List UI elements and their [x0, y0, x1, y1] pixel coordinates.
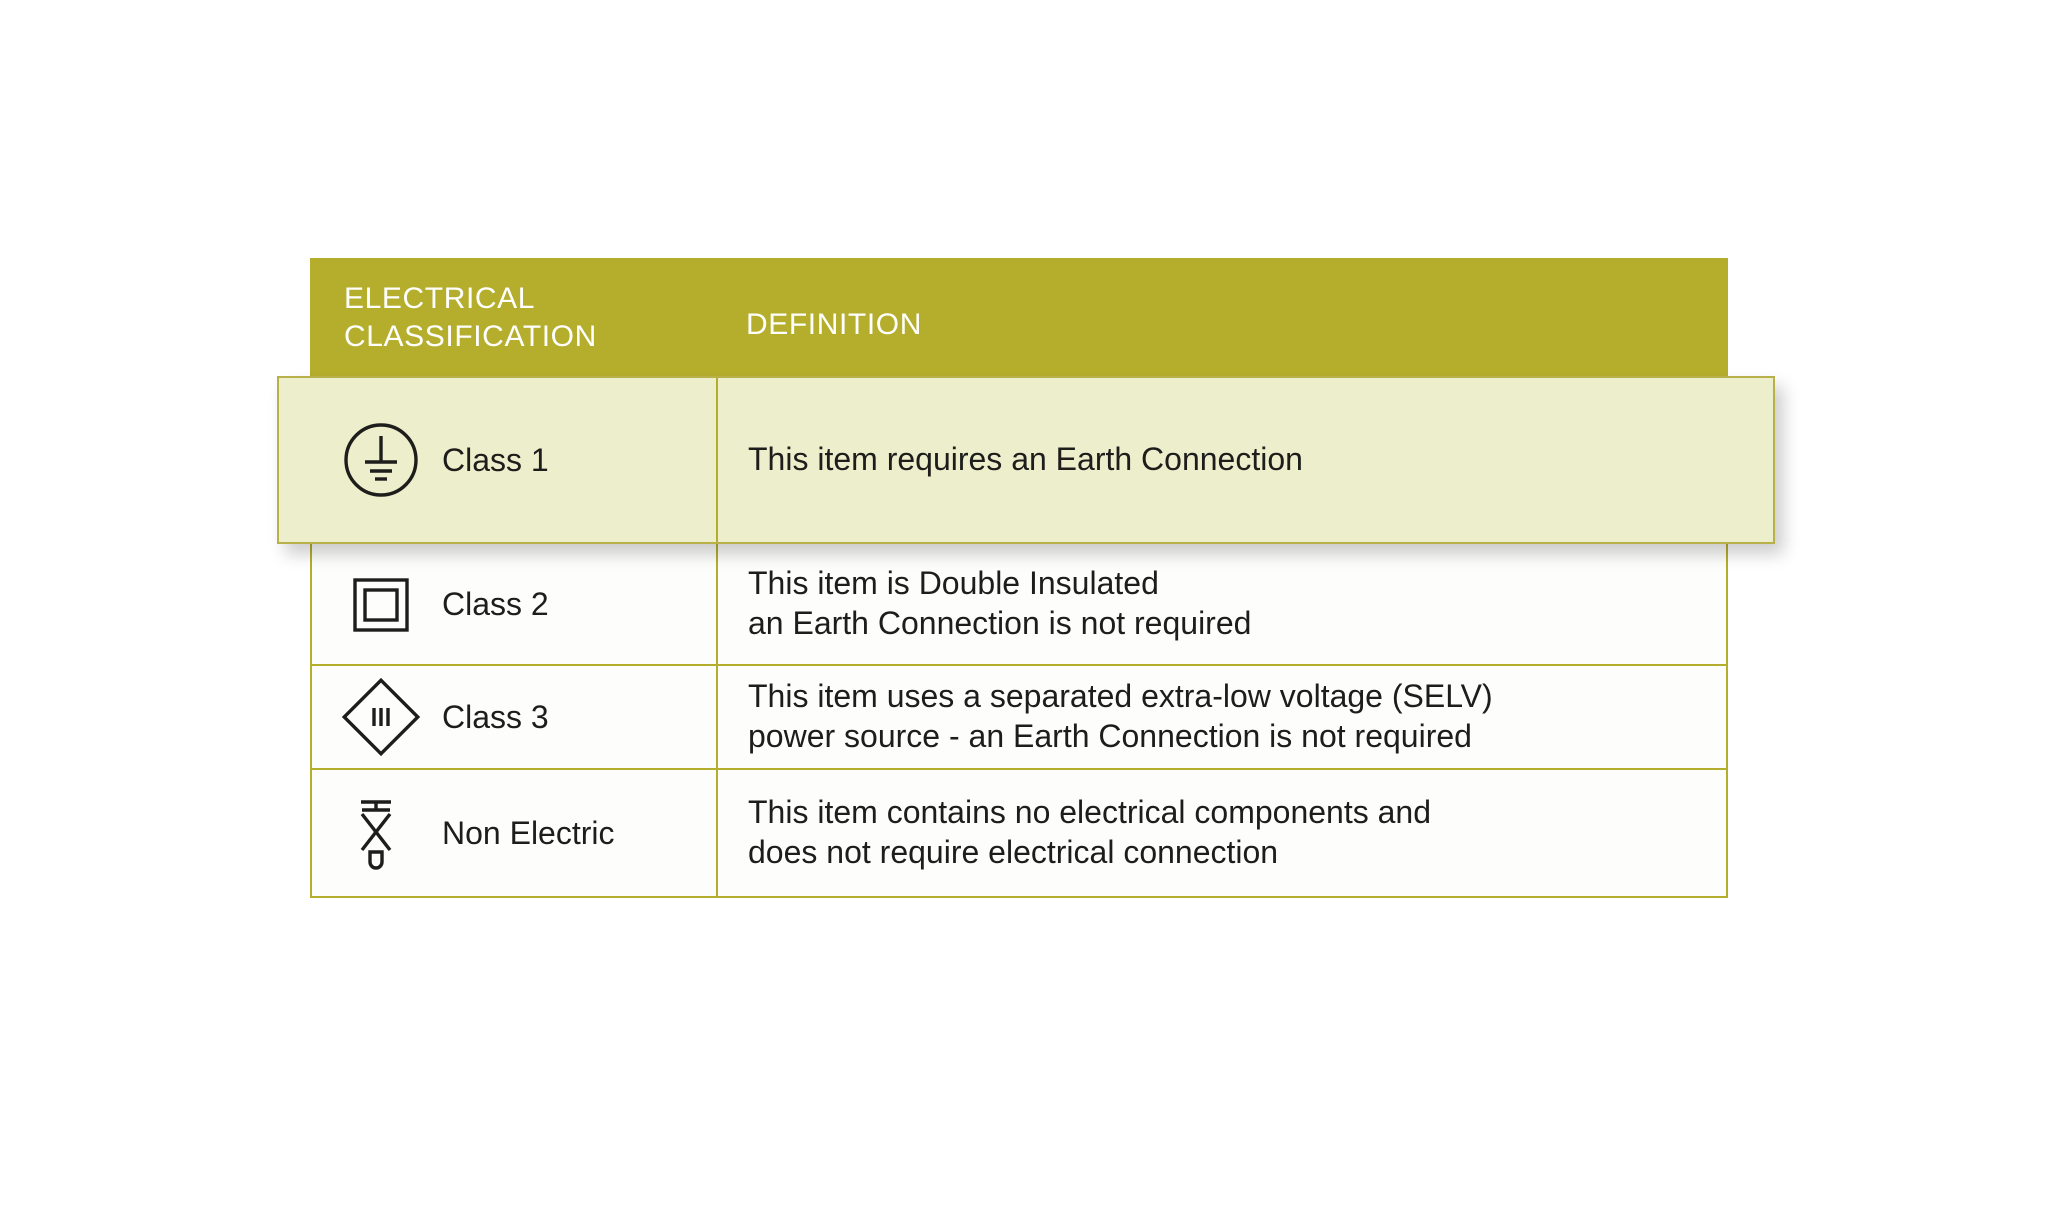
classification-label: Non Electric — [442, 814, 615, 851]
cell-definition — [718, 544, 1726, 664]
definition-line-2: an Earth Connection is not required — [748, 605, 1252, 641]
column-header-classification — [310, 258, 716, 376]
classification-label: Class 3 — [442, 698, 549, 735]
cell-definition — [718, 770, 1726, 896]
definition-line-1: This item is Double Insulated — [748, 565, 1159, 602]
column-header-classification-line2: CLASSIFICATION — [344, 320, 597, 354]
cell-definition — [718, 378, 1773, 542]
definition-text: This item requires an Earth Connection — [748, 441, 1303, 478]
cell-classification — [312, 770, 718, 896]
definition-line-2: does not require electrical connection — [748, 834, 1279, 870]
column-header-classification-line1: ELECTRICAL — [344, 282, 536, 315]
table-header-row — [310, 258, 1728, 376]
table-row[interactable] — [277, 376, 1775, 544]
selv-diamond-symbol — [338, 674, 424, 760]
definition-line-2: power source - an Earth Connection is not required — [748, 718, 1472, 754]
column-header-definition: DEFINITION — [746, 308, 922, 341]
table-row[interactable] — [310, 544, 1728, 666]
definition-text — [748, 677, 1493, 756]
table-row[interactable] — [310, 666, 1728, 770]
non-electric-symbol — [338, 790, 424, 876]
definition-line-1: This item uses a separated extra-low voltage (SELV) — [748, 678, 1493, 715]
definition-text — [748, 564, 1251, 643]
cell-classification — [279, 378, 718, 542]
cell-classification — [312, 666, 718, 768]
definition-text — [748, 793, 1431, 872]
table-row[interactable] — [310, 770, 1728, 898]
electrical-classification-table — [310, 258, 1728, 898]
classification-label: Class 1 — [442, 441, 549, 478]
cell-definition — [718, 666, 1726, 768]
earth-ground-symbol — [338, 417, 424, 503]
classification-label: Class 2 — [442, 585, 549, 622]
double-insulated-square-symbol — [338, 561, 424, 647]
definition-line-1: This item contains no electrical components and — [748, 794, 1432, 831]
cell-classification — [312, 544, 718, 664]
